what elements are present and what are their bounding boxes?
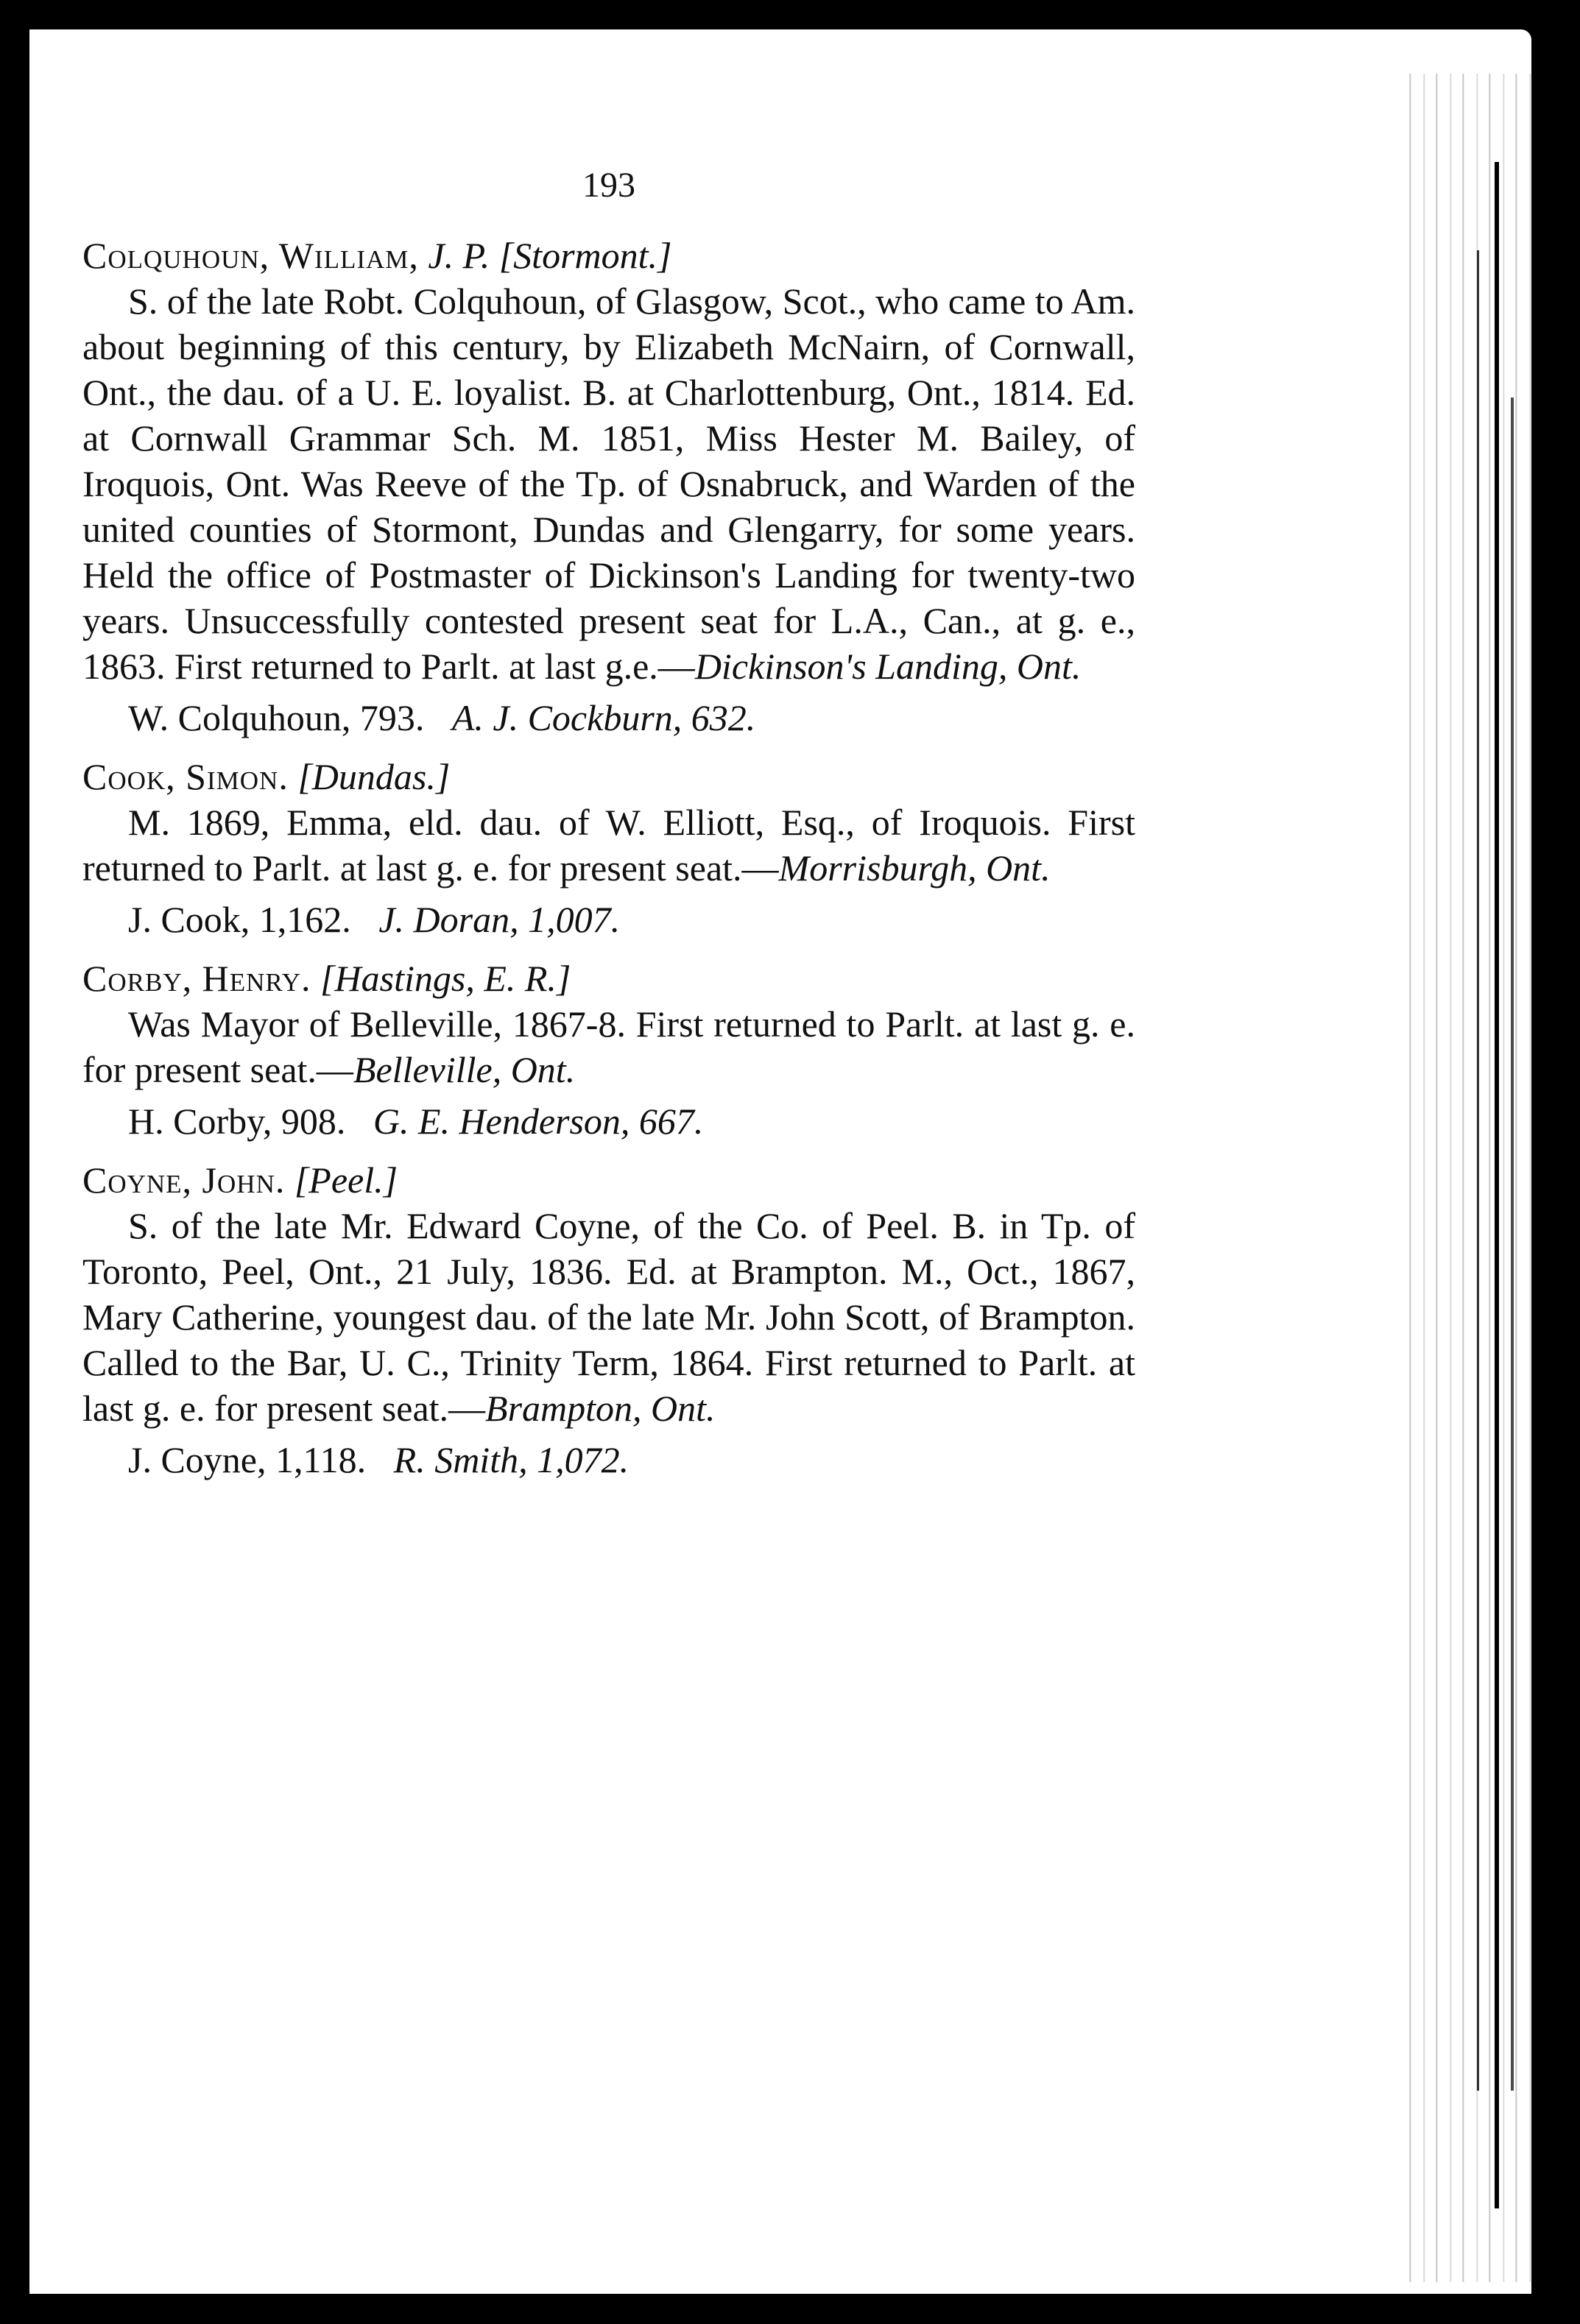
residence: Morrisburgh, Ont. xyxy=(778,847,1051,889)
election-result xyxy=(82,897,1135,942)
page-edge-line xyxy=(1495,162,1499,2208)
entry-heading xyxy=(82,233,1135,278)
biography-text: S. of the late Robt. Colquhoun, of Glasgow, Scot., who came to Am. about beginning of this century, by Elizabeth McNairn, of Cornwall, Ont., the dau. of a U. E. loyalist. B. at Charlottenburg, Ont., 1814. Ed. at Cornwall Grammar Sch. M. 1851, Miss Hester M. Bailey, of Iroquois, Ont. Was Reeve of the Tp. of Osnabruck, and Warden of the united counties of Stormont, Dundas and Glengarry, for some years. Held the office of Postmaster of Dickinson's Landing for twenty-two years. Unsuccessfully contested present seat for L.A., Can., at g. e., 1863. First returned to Parlt. at last g.e.— xyxy=(82,280,1135,687)
constituency: [Stormont.] xyxy=(498,235,672,276)
biography-entry xyxy=(82,233,1135,741)
page-number: 193 xyxy=(582,166,635,205)
entry-text xyxy=(82,799,1135,891)
biography-entry xyxy=(82,1157,1135,1483)
winner-votes: W. Colquhoun, 793. xyxy=(128,697,425,738)
page-edge-line xyxy=(1477,250,1479,2091)
opponent-votes: A. J. Cockburn, 632. xyxy=(451,697,756,738)
election-result xyxy=(82,1098,1135,1144)
opponent-votes: G. E. Henderson, 667. xyxy=(373,1101,704,1142)
constituency: [Peel.] xyxy=(294,1159,398,1201)
constituency: [Dundas.] xyxy=(297,756,451,797)
opponent-votes: J. Doran, 1,007. xyxy=(378,899,621,940)
member-name: Cook, Simon. xyxy=(82,756,289,797)
entry-text xyxy=(82,278,1135,689)
winner-votes: J. Cook, 1,162. xyxy=(128,899,351,940)
residence: Brampton, Ont. xyxy=(485,1388,716,1429)
biography-text: M. 1869, Emma, eld. dau. of W. Elliott, Esq., of Iroquois. First returned to Parlt. at last g. e. for present seat.— xyxy=(82,802,1135,889)
election-result xyxy=(82,695,1135,741)
biography-entry xyxy=(82,956,1135,1144)
biography-text: S. of the late Mr. Edward Coyne, of the Co. of Peel. B. in Tp. of Toronto, Peel, Ont., 21 July, 1836. Ed. at Brampton. M., Oct., 1867, Mary Catherine, youngest dau. of the late Mr. John Scott, of Brampton. Called to the Bar, U. C., Trinity Term, 1864. First returned to Parlt. at last g. e. for present seat.— xyxy=(82,1205,1135,1429)
entry-text xyxy=(82,1203,1135,1431)
page-edge-line xyxy=(1511,398,1514,2091)
member-name: Colquhoun, William, xyxy=(82,235,419,276)
election-result xyxy=(82,1437,1135,1483)
entry-heading xyxy=(82,754,1135,799)
winner-votes: H. Corby, 908. xyxy=(128,1101,346,1142)
page-content xyxy=(82,133,1135,1496)
entry-heading xyxy=(82,956,1135,1001)
residence: Belleville, Ont. xyxy=(353,1049,576,1090)
constituency: [Hastings, E. R.] xyxy=(320,958,571,999)
member-name: Corby, Henry. xyxy=(82,958,311,999)
member-name: Coyne, John. xyxy=(82,1159,286,1201)
biography-text: Was Mayor of Belleville, 1867-8. First returned to Parlt. at last g. e. for present seat.— xyxy=(82,1003,1135,1090)
biography-entry xyxy=(82,754,1135,942)
entry-heading xyxy=(82,1157,1135,1203)
residence: Dickinson's Landing, Ont. xyxy=(694,646,1082,687)
opponent-votes: R. Smith, 1,072. xyxy=(393,1439,629,1480)
winner-votes: J. Coyne, 1,118. xyxy=(128,1439,367,1480)
member-title: J. P. xyxy=(428,235,490,276)
entry-text xyxy=(82,1001,1135,1092)
